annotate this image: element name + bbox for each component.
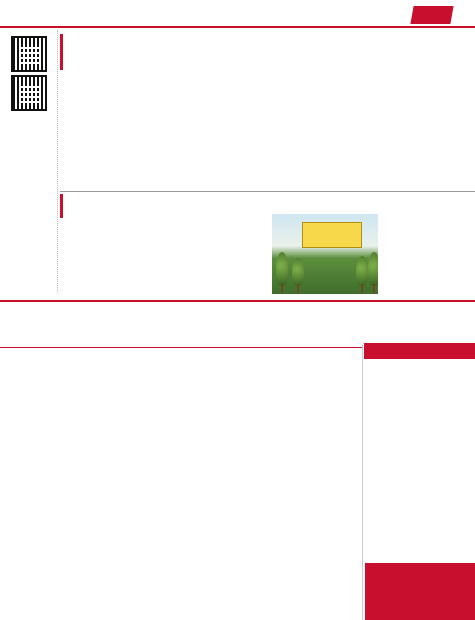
top-story-rule: [60, 191, 475, 192]
main-story-rule-2: [0, 347, 362, 348]
column-divider: [362, 345, 363, 620]
main-story-col-3: [176, 532, 266, 618]
photo-sign: [302, 222, 362, 248]
second-story-col-3: [204, 218, 268, 296]
second-story-col-4: [382, 194, 472, 296]
tree-graphic: [292, 258, 304, 286]
second-story-badge-bg: [60, 194, 120, 218]
top-story-badge-bg: [60, 34, 120, 70]
tree-graphic: [276, 252, 288, 286]
sale-ad-box: [365, 563, 475, 620]
second-story-col-1: [62, 218, 128, 296]
main-story-intro-3: [174, 350, 362, 462]
main-story-col-4: [272, 466, 362, 612]
tree-graphic: [368, 252, 378, 286]
jujube-orchard-photo: [272, 214, 378, 294]
second-story-col-2: [133, 218, 199, 296]
main-story-intro-2: [89, 350, 169, 462]
wechat-qr-code: [11, 36, 47, 72]
main-story-rule: [0, 300, 475, 302]
top-story-col-3: [228, 70, 288, 188]
related-link-bar: [364, 343, 475, 359]
top-story-col-1: [88, 70, 158, 188]
main-story-col-1b: [4, 484, 84, 618]
main-story-col-2: [89, 470, 171, 618]
top-story-col-2: [163, 70, 223, 188]
right-story-body: [366, 398, 472, 558]
main-story-intro: [4, 350, 84, 462]
sidebar: [0, 30, 58, 292]
newspaper-logo: [410, 6, 453, 24]
tree-graphic: [356, 256, 368, 286]
page-header: [0, 0, 475, 28]
douyin-qr-code: [11, 75, 47, 111]
top-story-col-5: [358, 38, 470, 188]
top-story-col-4: [293, 70, 353, 188]
